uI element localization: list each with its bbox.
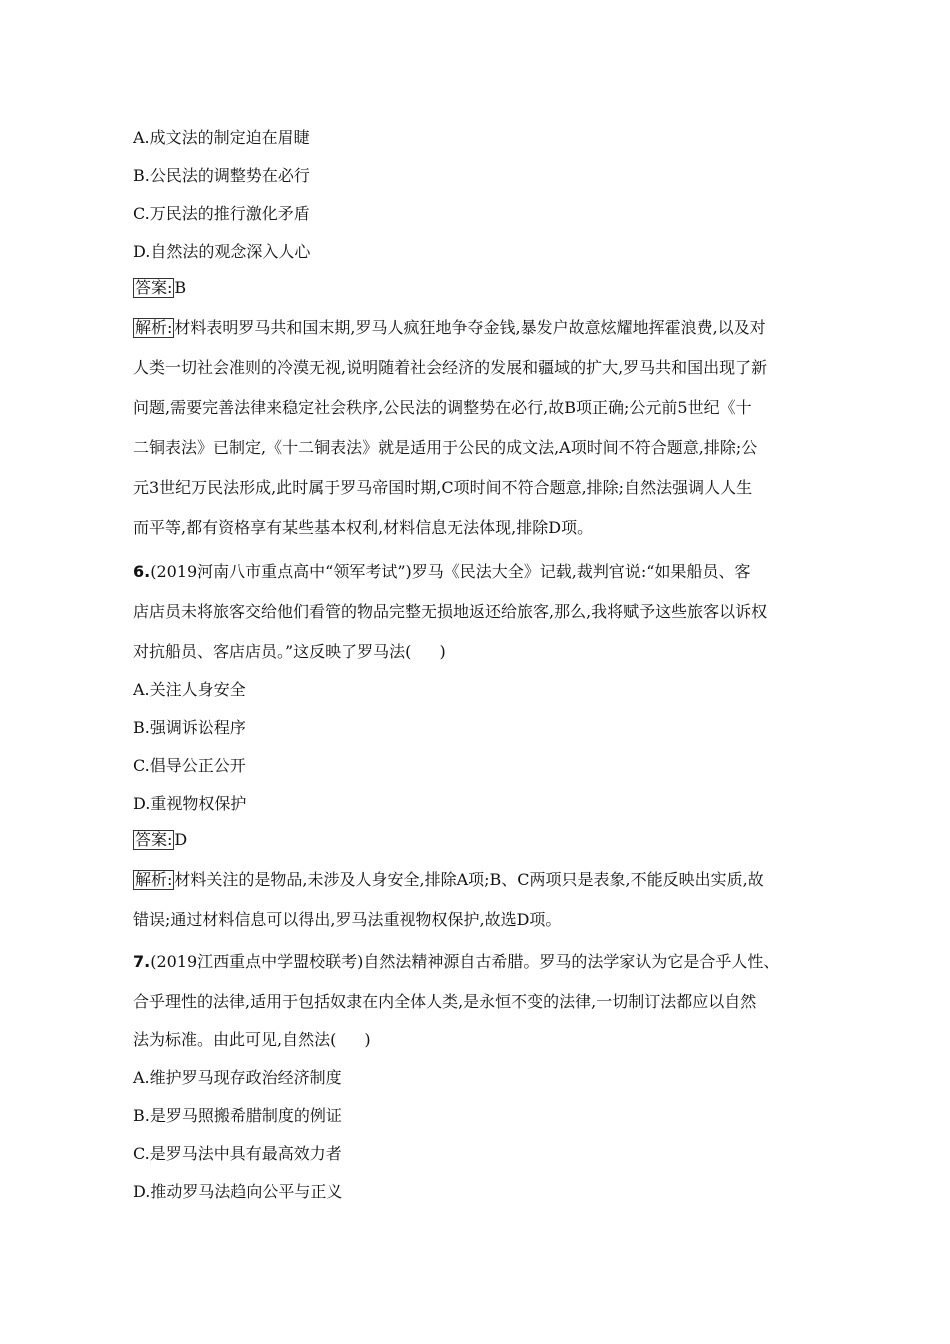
q5-option-c: C.万民法的推行激化矛盾 <box>133 204 310 223</box>
q7-option-c: C.是罗马法中具有最高效力者 <box>133 1144 342 1163</box>
answer-value: B <box>174 278 187 297</box>
stem-text: (2019江西重点中学盟校联考)自然法精神源自古希腊。罗马的法学家认为它是合乎人性、 <box>150 952 780 971</box>
q6-option-a: A.关注人身安全 <box>133 680 246 699</box>
answer-label: 答案: <box>135 278 173 297</box>
q5-option-b: B.公民法的调整势在必行 <box>133 166 310 185</box>
q7-stem-line <box>133 952 833 972</box>
q6-analysis-line <box>133 870 833 890</box>
q5-analysis-line: 问题,需要完善法律来稳定社会秩序,公民法的调整势在必行,故B项正确;公元前5世纪《十 <box>133 398 752 417</box>
answer-label: 答案: <box>135 830 173 849</box>
q6-answer <box>133 830 833 850</box>
q7-stem-line: 合乎理性的法律,适用于包括奴隶在内全体人类,是永恒不变的法律,一切制订法都应以自然 <box>133 992 757 1011</box>
stem-text: ) <box>364 1030 371 1049</box>
q7-stem-line <box>133 1030 833 1050</box>
q7-option-b: B.是罗马照搬希腊制度的例证 <box>133 1106 342 1125</box>
q5-analysis-line: 二铜表法》已制定,《十二铜表法》就是适用于公民的成文法,A项时间不符合题意,排除;公 <box>133 438 758 457</box>
q6-stem-line <box>133 642 833 662</box>
analysis-text: 材料关注的是物品,未涉及人身安全,排除A项;B、C两项只是表象,不能反映出实质,故 <box>174 870 764 889</box>
q5-analysis-line: 元3世纪万民法形成,此时属于罗马帝国时期,C项时间不符合题意,排除;自然法强调人人生 <box>133 478 753 497</box>
analysis-label: 解析: <box>135 870 173 889</box>
q5-answer <box>133 278 833 298</box>
q7-option-d: D.推动罗马法趋向公平与正义 <box>133 1182 343 1201</box>
stem-text: 对抗船员、客店店员。”这反映了罗马法( <box>133 642 412 661</box>
stem-text: ) <box>439 642 446 661</box>
q6-option-c: C.倡导公正公开 <box>133 756 246 775</box>
q6-option-d: D.重视物权保护 <box>133 794 247 813</box>
q6-stem-line <box>133 562 833 582</box>
q5-analysis-line: 人类一切社会准则的冷漠无视,说明随着社会经济的发展和疆域的扩大,罗马共和国出现了新 <box>133 358 768 377</box>
q6-analysis-line: 错误;通过材料信息可以得出,罗马法重视物权保护,故选D项。 <box>133 910 562 929</box>
q5-analysis-line: 而平等,都有资格享有某些基本权利,材料信息无法体现,排除D项。 <box>133 518 594 537</box>
analysis-text: 材料表明罗马共和国末期,罗马人疯狂地争夺金钱,暴发户故意炫耀地挥霍浪费,以及对 <box>174 318 766 337</box>
q5-analysis-line <box>133 318 833 338</box>
q5-option-d: D.自然法的观念深入人心 <box>133 242 311 261</box>
answer-value: D <box>174 830 188 849</box>
q5-option-a: A.成文法的制定迫在眉睫 <box>133 128 310 147</box>
q6-option-b: B.强调诉讼程序 <box>133 718 246 737</box>
stem-text: (2019河南八市重点高中“领军考试”)罗马《民法大全》记载,裁判官说:“如果船员、客 <box>150 562 751 581</box>
question-number: 6. <box>133 562 151 581</box>
q7-option-a: A.维护罗马现存政治经济制度 <box>133 1068 342 1087</box>
question-number: 7. <box>133 952 151 971</box>
analysis-label: 解析: <box>135 318 173 337</box>
q6-stem-line: 店店员未将旅客交给他们看管的物品完整无损地返还给旅客,那么,我将赋予这些旅客以诉权 <box>133 602 768 621</box>
stem-text: 法为标准。由此可见,自然法( <box>133 1030 337 1049</box>
